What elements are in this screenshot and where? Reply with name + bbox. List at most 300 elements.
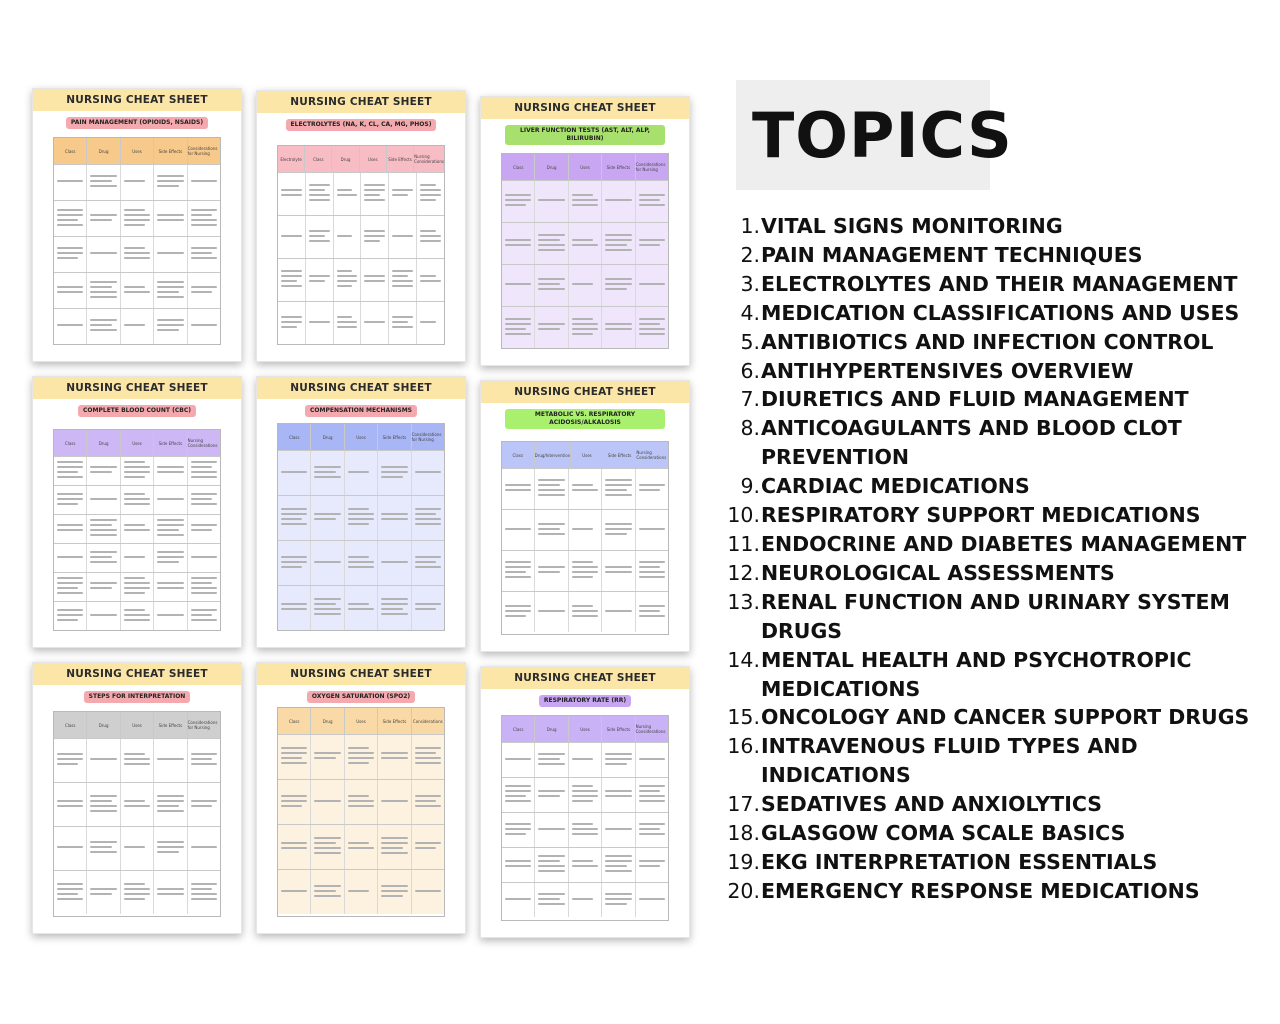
table-cell [636,265,668,306]
topic-number: 9. [740,474,760,499]
table-header-cell: Drug [87,138,120,164]
table-cell [502,551,535,591]
table-cell [54,739,87,782]
table-cell [569,592,602,632]
table-header-cell: Uses [360,146,387,172]
table-cell [502,510,535,550]
table-cell [602,307,635,348]
table-cell [361,302,389,344]
topic-number: 17. [727,792,760,817]
table-cell [378,451,411,495]
topic-item [724,877,1272,906]
table-header-cell: Class [54,430,87,456]
table-cell [87,827,120,870]
table-header-cell: Class [54,138,87,164]
table-header-cell: Considerations for Nursing [187,146,218,156]
table-header-cell: Drug [535,716,568,742]
table-header-cell: Uses [345,424,378,450]
table-cell [54,486,87,514]
table-cell [636,551,668,591]
table-header-cell: Uses [569,154,602,180]
table-cell [345,451,378,495]
cheat-sheet-table [501,441,669,635]
table-cell [278,302,306,344]
table-cell [636,778,668,812]
table-cell [636,307,668,348]
table-row [54,782,220,826]
topic-item [724,241,1272,270]
table-cell [54,573,87,601]
table-header-cell: Drug [535,154,568,180]
table-cell [636,883,668,917]
table-row [54,870,220,914]
table-header-cell: Side Effects [154,430,187,456]
table-cell [121,273,154,308]
topic-text: EKG INTERPRETATION ESSENTIALS [761,849,1158,874]
topic-text: ANTIBIOTICS AND INFECTION CONTROL [761,329,1214,354]
table-row [278,869,444,914]
cheat-sheet-card [480,380,690,652]
table-cell [502,223,535,264]
table-cell [311,825,344,869]
topic-number: 15. [727,705,760,730]
cheat-sheet-table [53,711,221,917]
table-row [278,734,444,779]
table-cell [87,201,120,236]
topic-text: ANTICOAGULANTS AND BLOOD CLOT PREVENTION [761,416,1182,470]
table-cell [502,848,535,882]
table-cell [602,181,635,222]
table-cell [87,309,120,344]
table-cell [602,223,635,264]
table-header-cell: Class [278,708,311,734]
table-cell [54,457,87,485]
table-cell [278,825,311,869]
cheat-sheet-header: NURSING CHEAT SHEET [481,97,689,119]
cheat-sheet-subtitle: COMPENSATION MECHANISMS [305,405,417,417]
table-cell [121,457,154,485]
table-header-cell: Class [502,716,535,742]
table-cell [54,165,87,200]
table-row [278,779,444,824]
table-header-cell: Class [502,154,535,180]
table-cell [602,510,635,550]
table-row [278,301,444,344]
table-header-cell: Drug [87,712,120,738]
topic-item [724,212,1272,241]
cheat-sheet-card [480,666,690,938]
topic-text: MENTAL HEALTH AND PSYCHOTROPIC MEDICATIONS [761,647,1192,701]
table-cell [412,541,444,585]
table-header-cell: Side Effects [378,424,411,450]
table-cell [54,827,87,870]
table-cell [535,469,568,509]
table-header-cell: Considerations for Nursing [635,162,666,172]
table-cell [334,216,362,258]
table-row [278,172,444,215]
table-cell [121,165,154,200]
table-cell [389,259,417,301]
table-header-cell: Side Effects [602,716,635,742]
table-cell [535,510,568,550]
table-cell [188,827,220,870]
table-cell [502,469,535,509]
table-cell [121,739,154,782]
table-cell [188,309,220,344]
table-cell [569,551,602,591]
table-cell [188,515,220,543]
table-cell [502,778,535,812]
table-cell [188,165,220,200]
table-header-cell: Side Effects [602,154,635,180]
topic-item [724,328,1272,357]
table-cell [154,871,187,914]
table-row [54,826,220,870]
cheat-sheet-card [32,376,242,648]
table-cell [361,216,389,258]
table-header-cell: Electrolyte [278,146,305,172]
table-header-cell: Class [54,712,87,738]
table-row [54,572,220,601]
table-cell [306,173,334,215]
table-cell [345,496,378,540]
table-cell [121,827,154,870]
table-cell [535,848,568,882]
table-row [502,180,668,222]
table-cell [121,871,154,914]
table-row [502,742,668,777]
table-header-cell: Nursing Considerations [635,724,666,734]
topic-item [724,472,1272,501]
topic-number: 10. [727,503,760,528]
table-cell [502,307,535,348]
topic-number: 18. [727,821,760,846]
table-cell [334,302,362,344]
table-cell [87,486,120,514]
table-cell [569,510,602,550]
table-row [502,812,668,847]
table-cell [278,870,311,914]
topic-item [724,414,1272,472]
table-header-cell: Drug/Intervention [535,442,572,468]
table-cell [569,743,602,777]
table-cell [602,848,635,882]
table-header-cell: Uses [121,430,154,456]
table-cell [311,541,344,585]
topic-number: 19. [727,849,760,874]
topic-text: ELECTROLYTES AND THEIR MANAGEMENT [761,271,1238,296]
table-cell [188,544,220,572]
table-cell [188,273,220,308]
table-cell [602,551,635,591]
table-cell [121,515,154,543]
table-row [54,738,220,782]
table-row [54,308,220,344]
table-header-cell: Uses [121,712,154,738]
table-row [54,236,220,272]
topic-item [724,732,1272,790]
table-cell [87,457,120,485]
table-cell [54,237,87,272]
table-cell [636,181,668,222]
table-cell [188,486,220,514]
table-header-cell: Class [278,424,311,450]
table-cell [602,592,635,632]
cheat-sheet-subtitle: ELECTROLYTES (NA, K, CL, CA, MG, PHOS) [286,119,437,131]
cheat-sheet-header: NURSING CHEAT SHEET [257,377,465,399]
topic-item [724,385,1272,414]
table-cell [502,883,535,917]
cheat-sheet-table [53,429,221,631]
topics-title: TOPICS [752,99,1013,172]
table-cell [535,592,568,632]
table-cell [54,273,87,308]
topic-text: DIURETICS AND FLUID MANAGEMENT [761,387,1189,412]
table-cell [636,592,668,632]
table-cell [278,735,311,779]
table-cell [502,743,535,777]
table-header-cell: Drug [311,424,344,450]
table-cell [345,780,378,824]
table-cell [54,871,87,914]
table-cell [602,265,635,306]
table-cell [569,307,602,348]
table-cell [121,237,154,272]
table-cell [412,735,444,779]
table-cell [636,469,668,509]
table-cell [154,573,187,601]
table-header-cell: Side Effects [154,712,187,738]
cheat-sheet-subtitle: PAIN MANAGEMENT (OPIOIDS, NSAIDS) [66,117,208,129]
cheat-sheet-header: NURSING CHEAT SHEET [33,89,241,111]
table-cell [636,813,668,847]
table-cell [378,735,411,779]
table-cell [306,259,334,301]
table-row [502,306,668,348]
table-row [54,514,220,543]
table-cell [278,173,306,215]
table-cell [412,451,444,495]
cheat-sheet-subtitle: COMPLETE BLOOD COUNT (CBC) [78,405,196,417]
table-cell [121,544,154,572]
table-cell [154,201,187,236]
table-cell [311,586,344,630]
table-row [502,591,668,632]
topic-text: ENDOCRINE AND DIABETES MANAGEMENT [761,531,1247,556]
cheat-sheet-card [256,90,466,362]
table-cell [535,813,568,847]
table-cell [412,586,444,630]
topic-number: 1. [740,214,760,238]
topic-number: 5. [740,329,760,354]
table-cell [311,451,344,495]
table-cell [311,780,344,824]
table-cell [389,173,417,215]
topic-item [724,703,1272,732]
table-cell [87,573,120,601]
topic-item [724,530,1272,559]
table-cell [417,216,444,258]
table-cell [378,586,411,630]
topic-item [724,501,1272,530]
table-cell [636,223,668,264]
table-cell [569,181,602,222]
table-header-cell: Drug [87,430,120,456]
topic-text: VITAL SIGNS MONITORING [761,214,1063,238]
table-cell [54,783,87,826]
topic-item [724,270,1272,299]
table-header-cell: Side Effects [154,138,187,164]
table-row [278,540,444,585]
table-cell [345,825,378,869]
table-row [502,222,668,264]
topic-text: RENAL FUNCTION AND URINARY SYSTEM DRUGS [761,589,1230,643]
table-cell [389,216,417,258]
table-row [54,164,220,200]
table-cell [154,515,187,543]
table-row [278,824,444,869]
table-cell [306,302,334,344]
table-cell [154,237,187,272]
cheat-sheet-header: NURSING CHEAT SHEET [33,663,241,685]
table-cell [154,544,187,572]
table-cell [334,259,362,301]
table-cell [345,541,378,585]
table-cell [535,307,568,348]
table-cell [54,602,87,630]
cheat-sheet-card [256,662,466,934]
table-header-cell: Considerations for Nursing [411,432,442,442]
table-cell [154,457,187,485]
table-cell [54,515,87,543]
table-cell [154,602,187,630]
table-cell [569,813,602,847]
table-cell [378,541,411,585]
cheat-sheet-subtitle: RESPIRATORY RATE (RR) [539,695,631,707]
table-cell [412,825,444,869]
table-cell [87,237,120,272]
topic-number: 12. [727,560,760,585]
table-cell [602,743,635,777]
cheat-sheet-subtitle: STEPS FOR INTERPRETATION [84,691,191,703]
table-cell [121,573,154,601]
table-cell [602,469,635,509]
topic-text: NEUROLOGICAL ASSESSMENTS [761,560,1115,585]
table-cell [535,551,568,591]
table-cell [121,783,154,826]
topic-number: 8. [740,416,760,441]
cheat-sheet-table [53,137,221,345]
table-cell [345,870,378,914]
table-cell [636,510,668,550]
table-cell [188,602,220,630]
cheat-sheet-table [501,153,669,349]
table-cell [278,586,311,630]
table-cell [361,259,389,301]
table-cell [188,457,220,485]
table-row [278,585,444,630]
table-cell [602,883,635,917]
topic-number: 7. [740,387,760,412]
table-cell [54,309,87,344]
table-row [502,468,668,509]
table-header-cell: Nursing Considerations [414,154,444,164]
table-cell [87,165,120,200]
table-row [54,485,220,514]
topic-number: 4. [740,300,760,325]
table-row [278,450,444,495]
table-cell [278,451,311,495]
table-header-cell: Side Effects [387,146,414,172]
table-cell [569,265,602,306]
table-cell [188,871,220,914]
table-row [54,272,220,308]
table-cell [502,265,535,306]
table-header-cell: Considerations for Nursing [187,720,218,730]
table-row [502,550,668,591]
topic-item [724,588,1272,646]
cheat-sheet-header: NURSING CHEAT SHEET [481,381,689,403]
table-cell [569,883,602,917]
topic-number: 14. [727,647,760,672]
topic-number: 6. [740,358,760,383]
table-cell [87,871,120,914]
table-cell [378,825,411,869]
topic-number: 16. [727,734,760,759]
table-cell [87,515,120,543]
table-header-cell: Drug [311,708,344,734]
table-cell [378,780,411,824]
table-row [278,258,444,301]
table-cell [569,778,602,812]
table-cell [502,592,535,632]
table-cell [121,602,154,630]
table-cell [311,735,344,779]
table-cell [54,201,87,236]
table-header-cell: Class [502,442,535,468]
table-cell [602,813,635,847]
table-cell [54,544,87,572]
cheat-sheet-card [32,662,242,934]
topic-text: GLASGOW COMA SCALE BASICS [761,821,1126,846]
table-cell [378,496,411,540]
table-row [502,882,668,917]
topic-item [724,819,1272,848]
table-cell [87,602,120,630]
topic-text: EMERGENCY RESPONSE MEDICATIONS [761,878,1200,903]
table-header-cell: Uses [569,716,602,742]
table-row [54,200,220,236]
table-row [54,601,220,630]
table-cell [535,883,568,917]
topic-number: 11. [727,531,760,556]
topic-item [724,790,1272,819]
table-cell [389,302,417,344]
cheat-sheet-table [501,715,669,921]
table-cell [278,541,311,585]
table-row [54,456,220,485]
table-cell [502,813,535,847]
cheat-sheet-header: NURSING CHEAT SHEET [257,91,465,113]
table-cell [535,743,568,777]
table-cell [311,496,344,540]
topic-item [724,357,1272,386]
topic-number: 2. [740,242,760,267]
cheat-sheet-table [277,707,445,917]
table-cell [87,273,120,308]
table-cell [345,586,378,630]
table-cell [188,739,220,782]
